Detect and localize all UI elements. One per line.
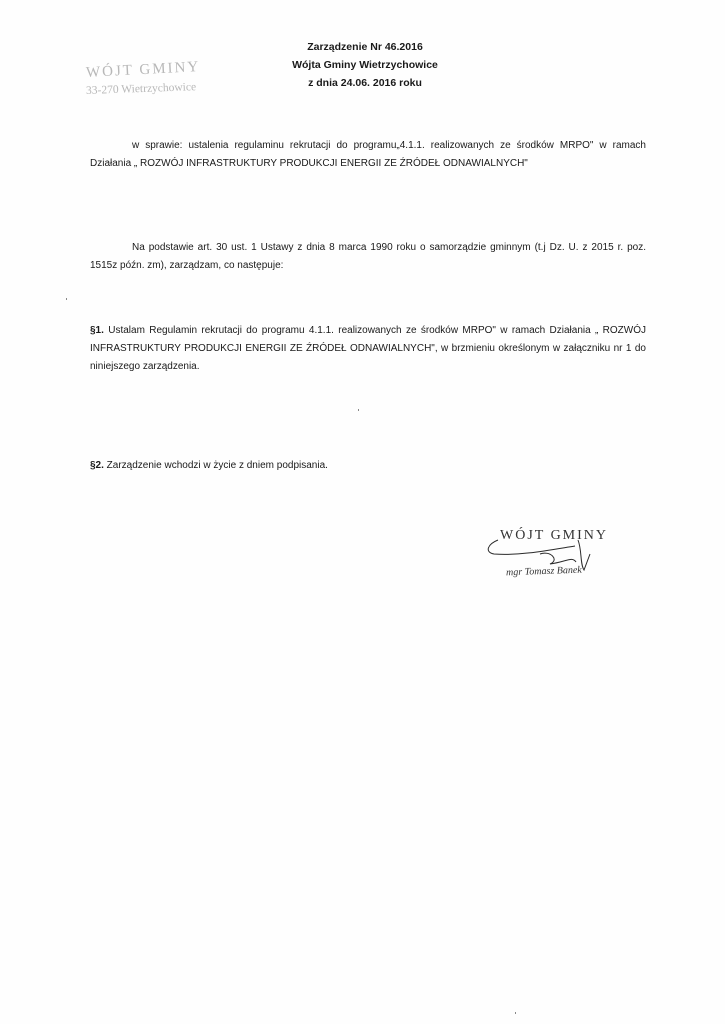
scan-speck <box>358 409 359 411</box>
scan-speck <box>515 1012 516 1014</box>
signature-stamp-text: WÓJT GMINY <box>500 528 609 543</box>
scan-speck <box>66 298 67 300</box>
stamp-line-2: 33-270 Wietrzychowice <box>85 81 197 97</box>
signatory-name: mgr Tomasz Banek <box>505 564 582 579</box>
subject-paragraph: w sprawie: ustalenia regulaminu rekrutacji do programu„4.1.1. realizowanych ze środków MRPO" w ramach Działania „ ROZWÓJ INFRASTRUKTURY PRODUKCJI ENERGII ZE ŹRÓDEŁ ODNAWIALNYCH" <box>90 140 646 169</box>
header-date: z dnia 24.06. 2016 roku <box>308 77 422 89</box>
signature-block <box>480 520 640 590</box>
section-2-paragraph <box>90 457 646 475</box>
legal-basis-paragraph: Na podstawie art. 30 ust. 1 Ustawy z dnia 8 marca 1990 roku o samorządzie gminnym (t.j Dz. U. z 2015 r. poz. 1515z późn. zm), zarządzam, co następuje: <box>90 242 646 271</box>
section-1-paragraph <box>90 322 646 376</box>
header-issuer: Wójta Gminy Wietrzychowice <box>292 59 438 71</box>
section-1-text: Ustalam Regulamin rekrutacji do programu 4.1.1. realizowanych ze środków MRPO" w ramach Działania „ ROZWÓJ INFRASTRUKTURY PRODUKCJI ENERGII ZE ŹRÓDEŁ ODNAWIALNYCH", w brzmieniu określonym w załączniku nr 1 do niniejszego zarządzenia. <box>90 325 646 372</box>
stamp-line-1: WÓJT GMINY <box>85 59 201 81</box>
header-title: Zarządzenie Nr 46.2016 <box>307 41 423 53</box>
section-2-text: Zarządzenie wchodzi w życie z dniem podpisania. <box>103 460 328 471</box>
office-stamp <box>85 59 201 97</box>
section-1-label: §1. <box>90 325 104 336</box>
document-header <box>230 38 500 92</box>
section-2-label: §2. <box>90 460 104 471</box>
